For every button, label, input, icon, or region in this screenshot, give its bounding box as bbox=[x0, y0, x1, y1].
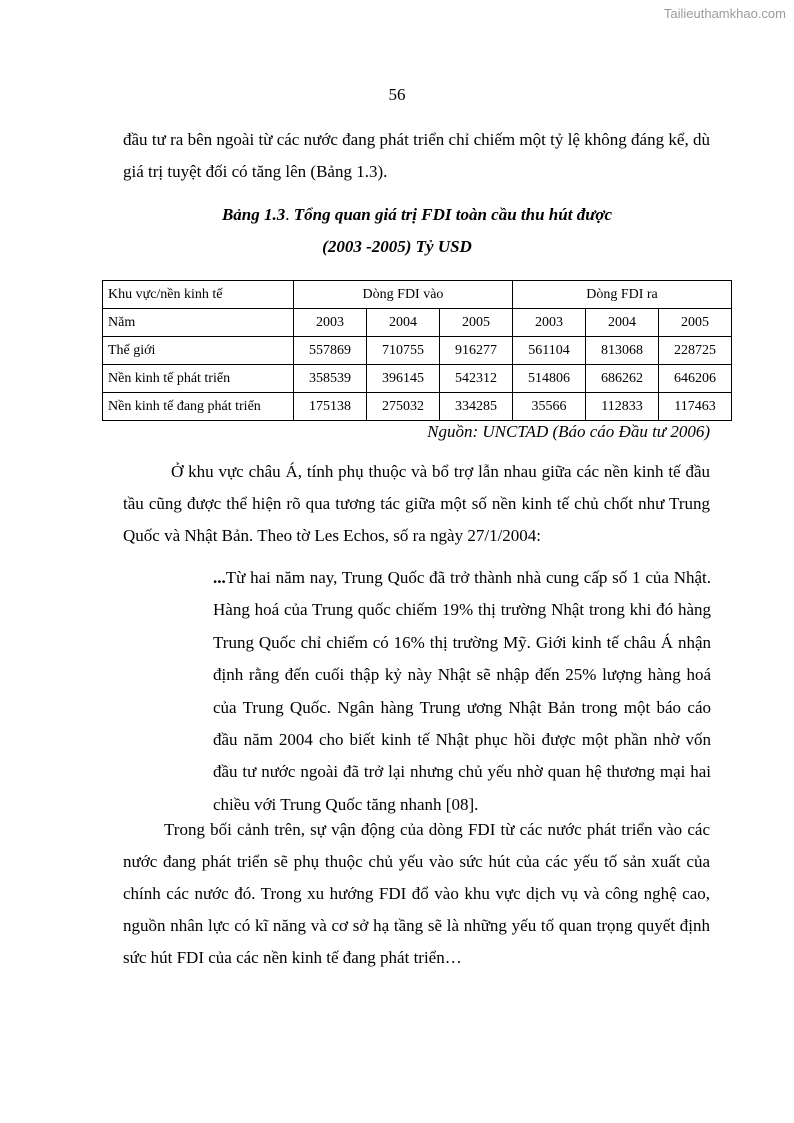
year-label: Năm bbox=[103, 309, 294, 337]
year-cell: 2004 bbox=[586, 309, 659, 337]
quote-block bbox=[213, 562, 711, 821]
year-cell: 2003 bbox=[513, 309, 586, 337]
table-cell: 396145 bbox=[367, 365, 440, 393]
table-year-row bbox=[103, 309, 732, 337]
table-caption-years: (2003 -2005) Tỷ USD bbox=[322, 237, 472, 256]
intro-paragraph: đầu tư ra bên ngoài từ các nước đang phát triển chỉ chiếm một tỷ lệ không đáng kể, dù giá trị tuyệt đối có tăng lên (Bảng 1.3). bbox=[123, 130, 710, 181]
table-cell: 557869 bbox=[294, 337, 367, 365]
year-cell: 2004 bbox=[367, 309, 440, 337]
header-fdi-in: Dòng FDI vào bbox=[294, 281, 513, 309]
table-cell: 646206 bbox=[659, 365, 732, 393]
header-region: Khu vực/nền kinh tế bbox=[103, 281, 294, 309]
paragraph-asia: Ở khu vực châu Á, tính phụ thuộc và bổ trợ lẫn nhau giữa các nền kinh tế đầu tầu cũng được thể hiện rõ qua tương tác giữa một số nền kinh tế chủ chốt như Trung Quốc và Nhật Bản. Theo tờ Les Echos, số ra ngày 27/1/2004: bbox=[123, 462, 710, 545]
header-fdi-out: Dòng FDI ra bbox=[513, 281, 732, 309]
table-cell: 175138 bbox=[294, 393, 367, 421]
table-row bbox=[103, 393, 732, 421]
fdi-table bbox=[102, 280, 732, 421]
table-row bbox=[103, 365, 732, 393]
watermark: Tailieuthamkhao.com bbox=[663, 6, 786, 21]
quote-text: Từ hai năm nay, Trung Quốc đã trở thành nhà cung cấp số 1 của Nhật. Hàng hoá của Trung quốc chiếm 19% thị trường Nhật trong khi đó hàng Trung Quốc chỉ chiếm có 16% thị trường Mỹ. Giới kinh tế châu Á nhận định rằng đến cuối thập kỷ này Nhật sẽ nhập đến 25% lượng hàng hoá của Trung Quốc. Ngân hàng Trung ương Nhật Bản trong một báo cáo đầu năm 2004 cho biết kinh tế Nhật phục hồi được một phần nhờ vốn đầu tư nước ngoài đã trở lại nhưng chủ yếu nhờ quan hệ thương mại hai chiều với Trung Quốc tăng nhanh [08]. bbox=[213, 568, 711, 814]
table-row bbox=[103, 337, 732, 365]
table-cell: 916277 bbox=[440, 337, 513, 365]
table-cell: 358539 bbox=[294, 365, 367, 393]
table-source: Nguồn: UNCTAD (Báo cáo Đầu tư 2006) bbox=[427, 422, 710, 441]
year-cell: 2005 bbox=[440, 309, 513, 337]
table-caption-title bbox=[20, 205, 794, 225]
table-caption-text: Tổng quan giá trị FDI toàn cầu thu hút được bbox=[289, 205, 613, 224]
page-number: 56 bbox=[388, 85, 406, 104]
row-label: Nền kinh tế phát triển bbox=[103, 365, 294, 393]
table-caption-number: Bảng 1.3 bbox=[221, 205, 286, 224]
table-cell: 275032 bbox=[367, 393, 440, 421]
table-cell: 228725 bbox=[659, 337, 732, 365]
table-cell: 35566 bbox=[513, 393, 586, 421]
table-cell: 117463 bbox=[659, 393, 732, 421]
year-cell: 2003 bbox=[294, 309, 367, 337]
table-header-row bbox=[103, 281, 732, 309]
table-cell: 710755 bbox=[367, 337, 440, 365]
table-cell: 112833 bbox=[586, 393, 659, 421]
table-cell: 561104 bbox=[513, 337, 586, 365]
table-cell: 813068 bbox=[586, 337, 659, 365]
table-cell: 542312 bbox=[440, 365, 513, 393]
quote-lead: ... bbox=[213, 568, 226, 587]
row-label: Thế giới bbox=[103, 337, 294, 365]
table-cell: 514806 bbox=[513, 365, 586, 393]
table-cell: 334285 bbox=[440, 393, 513, 421]
paragraph-conclusion: Trong bối cảnh trên, sự vận động của dòng FDI từ các nước phát triển vào các nước đang phát triển sẽ phụ thuộc chủ yếu vào sức hút của các yếu tố sản xuất của chính các nước đó. Trong xu hướng FDI đổ vào khu vực dịch vụ và công nghệ cao, nguồn nhân lực có kĩ năng và cơ sở hạ tầng sẽ là những yếu tố quan trọng quyết định sức hút FDI của các nền kinh tế đang phát triển… bbox=[123, 820, 710, 967]
table-cell: 686262 bbox=[586, 365, 659, 393]
table-caption-separator: . bbox=[285, 205, 290, 224]
row-label: Nền kinh tế đang phát triển bbox=[103, 393, 294, 421]
year-cell: 2005 bbox=[659, 309, 732, 337]
